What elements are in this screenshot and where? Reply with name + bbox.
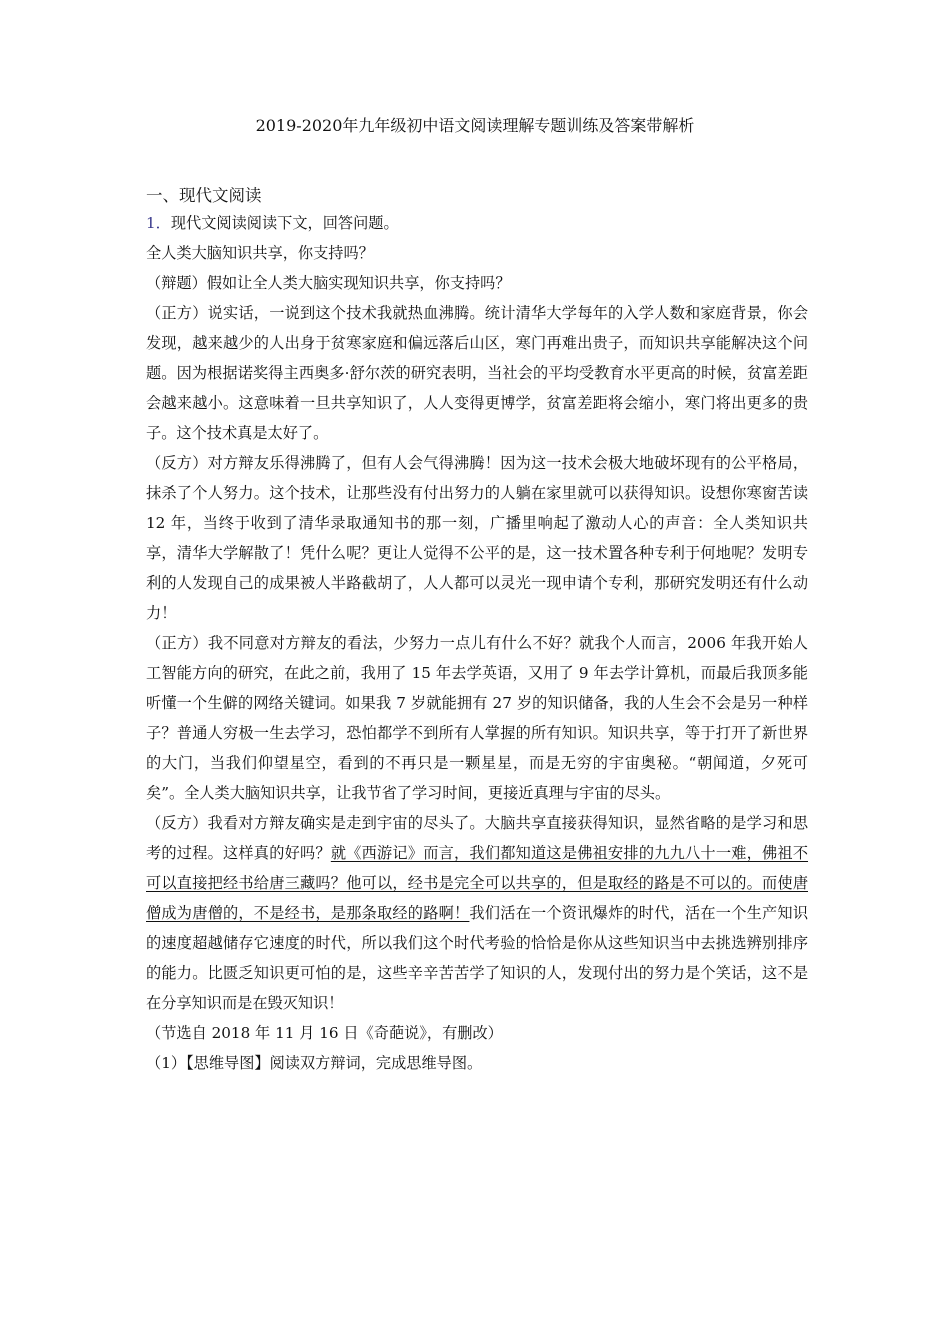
negative-argument-1: （反方）对方辩友乐得沸腾了，但有人会气得沸腾！因为这一技术会极大地破坏现有的公平格局，抹杀了个人努力。这个技术，让那些没有付出努力的人躺在家里就可以获得知识。设想你寒窗苦读 12 年，当终于收到了清华录取通知书的那一刻，广播里响起了激动人心的声音：全人类知识共享，清华大学解散了！凭什么呢？更让人觉得不公平的是，这一技术置各种专利于何地呢？发明专利的人发现自己的成果被人半路截胡了，人人都可以灵光一现申请个专利，那研究发明还有什么动力！ bbox=[146, 454, 808, 622]
negative-argument-2-intro: （反方）我看对方辩友确实是走到宇宙的尽头了。大脑共享直接获得知识，显然省略的是学习和思考的过程。这样真的好吗？ bbox=[146, 814, 808, 862]
article-title: 全人类大脑知识共享，你支持吗？ bbox=[146, 244, 374, 262]
affirmative-argument-1: （正方）说实话，一说到这个技术我就热血沸腾。统计清华大学每年的入学人数和家庭背景，你会发现，越来越少的人出身于贫寒家庭和偏远落后山区，寒门再难出贵子，而知识共享能解决这个问题。因为根据诺奖得主西奥多·舒尔茨的研究表明，当社会的平均受教育水平更高的时候，贫富差距会越来越小。这意味着一旦共享知识了，人人变得更博学，贫富差距将会缩小，寒门将出更多的贵子。这个技术真是太好了。 bbox=[146, 304, 808, 442]
question-number: 1． bbox=[146, 214, 171, 232]
affirmative-argument-2: （正方）我不同意对方辩友的看法，少努力一点儿有什么不好？就我个人而言，2006 年我开始人工智能方向的研究，在此之前，我用了 15 年去学英语，又用了 9 年去学计算机，而最后我顶多能听懂一个生僻的网络关键词。如果我 7 岁就能拥有 27 岁的知识储备，我的人生会不会是另一种样子？普通人穷极一生去学习，恐怕都学不到所有人掌握的所有知识。知识共享，等于打开了新世界的大门，当我们仰望星空，看到的不再只是一颗星星，而是无穷的宇宙奥秘。“朝闻道，夕死可矣”。全人类大脑知识共享，让我节省了学习时间，更接近真理与宇宙的尽头。 bbox=[146, 634, 808, 802]
question-prompt: 现代文阅读阅读下文，回答问题。 bbox=[170, 214, 399, 232]
debate-topic: （辩题）假如让全人类大脑实现知识共享，你支持吗？ bbox=[146, 274, 511, 292]
negative-argument-2-conclusion: 我们活在一个资讯爆炸的时代，活在一个生产知识的速度超越储存它速度的时代，所以我们这个时代考验的恰恰是你从这些知识当中去挑选辨别排序的能力。比匮乏知识更可怕的是，这些辛辛苦苦学了知识的人，发现付出的努力是个笑话，这不是在分享知识而是在毁灭知识！ bbox=[146, 904, 809, 1012]
negative-argument-2 bbox=[146, 808, 808, 1018]
source-note: （节选自 2018 年 11 月 16 日《奇葩说》，有删改） bbox=[146, 1024, 503, 1042]
sub-question-1: （1）【思维导图】阅读双方辩词，完成思维导图。 bbox=[146, 1054, 483, 1072]
document-title: 2019-2020年九年级初中语文阅读理解专题训练及答案带解析 bbox=[255, 116, 695, 135]
underlined-passage: 就《西游记》而言，我们都知道这是佛祖安排的九九八十一难，佛祖不可以直接把经书给唐三藏吗？他可以，经书是完全可以共享的，但是取经的路是不可以的。而使唐僧成为唐僧的，不是经书，是那条取经的路啊！ bbox=[146, 844, 809, 922]
question-line bbox=[146, 208, 808, 238]
question-content bbox=[146, 208, 808, 1078]
section-heading: 一、现代文阅读 bbox=[146, 186, 262, 205]
